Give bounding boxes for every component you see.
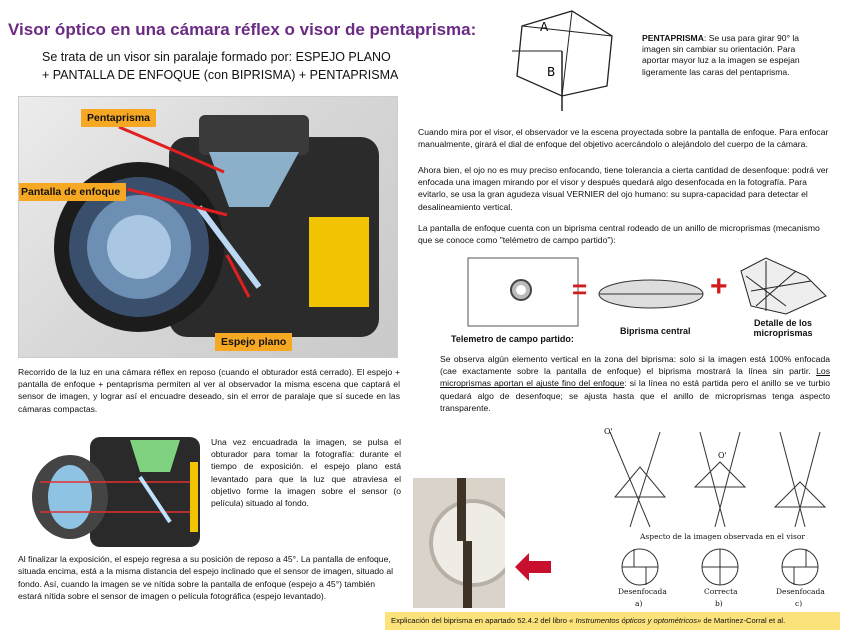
viewfinder-image xyxy=(413,478,505,608)
label-pentaprisma: Pentaprisma xyxy=(81,109,156,127)
lens-label-a: Desenfocada xyxy=(618,587,667,596)
viewfinder-photo xyxy=(413,478,505,608)
caption-book-title: « Instrumentos ópticos y optométricos» xyxy=(569,616,702,625)
label-espejo-plano: Espejo plano xyxy=(215,333,292,351)
lens-o1-label: O' xyxy=(604,427,613,436)
lens-label-c: Desenfocada xyxy=(776,587,825,596)
right-paragraph-3: La pantalla de enfoque cuenta con un biprisma central rodeado de un anillo de microprismas (mecanismo que se conoce como "telémetro de campo partido"): xyxy=(418,223,820,246)
lens-focus-diagram xyxy=(600,427,836,610)
svg-text:B: B xyxy=(547,65,556,79)
label-detalle-microprismas: Detalle de los microprismas xyxy=(753,318,813,338)
biprism-explanation xyxy=(440,353,830,414)
arrow-left-icon xyxy=(515,553,551,581)
pentaprisma-note xyxy=(642,33,820,78)
pentaprisma-note-text: : Se usa para girar 90° la imagen sin cambiar su orientación. Para aportar mayor luz a la imagen se espejan ligeramente las caras del pentaprisma. xyxy=(642,33,800,77)
lens-sub-b: b) xyxy=(715,599,723,608)
biprism-text-underline: Los microprismas aportan el ajuste fino del enfoque xyxy=(440,366,830,389)
camera-illustration xyxy=(19,97,398,358)
caption-pre: Explicación del biprisma en apartado 52.4.2 del libro xyxy=(391,616,570,625)
page-title: Visor óptico en una cámara réflex o visor de pentaprisma: xyxy=(8,20,477,39)
camera-cutaway-photo xyxy=(18,96,398,358)
label-biprisma: Biprisma central xyxy=(620,326,691,336)
left-paragraph-1: Recorrido de la luz en una cámara réflex en reposo (cuando el obturador está cerrado). El espejo + pantalla de enfoque + pentaprisma permiten al ver al observador la misma escena que captará el sensor de imagen, y lograr así el encuadre deseado, sin el error de paralaje que sí sucede en las cámaras compactas. xyxy=(18,367,400,414)
left-paragraph-3: Al finalizar la exposición, el espejo regresa a su posición de reposo a 45°. La pantalla de enfoque, situada encima, está a la misma distancia del espejo inclinado que el sensor de imagen, situado al fondo. Así, cuando la imagen se ve nítida sobre la pantalla de enfoque (espejo a 45°) también estará nítida sobre el sensor de imagen o película fotográfica (espejo levantado). xyxy=(18,554,394,602)
lens-o2-label: O' xyxy=(718,451,727,460)
source-caption xyxy=(385,612,840,630)
label-telemetro: Telemetro de campo partido: xyxy=(451,334,574,344)
right-paragraph-2: Ahora bien, el ojo no es muy preciso enfocando, tiene tolerancia a cierta cantidad de desenfoque: podrá ver enfocada una imagen mirando por el visor y después quedará algo desenfocada en la fotografía. Para evitarlo, se usa la gran agudeza visual VERNIER del ojo humano: su supra-capacidad para detectar el desalineamiento vertical. xyxy=(418,165,829,212)
pentaprisma-note-title: PENTAPRISMA xyxy=(642,33,704,43)
lens-heading: Aspecto de la imagen observada en el visor xyxy=(640,532,805,541)
pentaprism-diagram xyxy=(502,6,634,116)
light-path-diagram xyxy=(30,432,210,552)
svg-text:A: A xyxy=(540,20,549,34)
subtitle-line-1: Se trata de un visor sin paralaje formado por: ESPEJO PLANO xyxy=(42,50,391,64)
biprism-text-after: : si la línea no está partida pero el anillo se ve turbio quedará algo de desenfoque; se ajusta hasta que el anillo de microprismas tenga aspecto transparente. xyxy=(440,378,830,413)
equals-sign: = xyxy=(572,274,588,304)
biprism-text-before: Se observa algún elemento vertical en la zona del biprisma: solo si la imagen está 100% enfocada (cae exactamente sobre la pantalla de enfoque) el biprisma mostrará la línea sin partir. xyxy=(440,354,830,377)
right-paragraph-1: Cuando mira por el visor, el observador ve la escena proyectada sobre la pantalla de enfoque. Para enfocar manualmente, girará el dial de enfoque del objetivo acercándolo o alejándolo del cuerpo de la cámara. xyxy=(418,127,829,150)
lens-label-b: Correcta xyxy=(704,587,738,596)
label-pantalla-enfoque: Pantalla de enfoque xyxy=(18,183,126,201)
lens-sub-a: a) xyxy=(635,599,643,608)
lens-sub-c: c) xyxy=(795,599,803,608)
left-paragraph-2: Una vez encuadrada la imagen, se pulsa el obturador para tomar la fotografía: durante el tiempo de exposición. el espejo plano está levantado para que la luz que atraviesa el objetivo forme la imagen sobre el sensor (o película) situado al fondo. xyxy=(211,437,401,509)
caption-post: de Martínez-Corral et al. xyxy=(701,616,786,625)
plus-sign: + xyxy=(710,270,728,303)
subtitle-line-2: + PANTALLA DE ENFOQUE (con BIPRISMA) + PENTAPRISMA xyxy=(42,68,399,82)
